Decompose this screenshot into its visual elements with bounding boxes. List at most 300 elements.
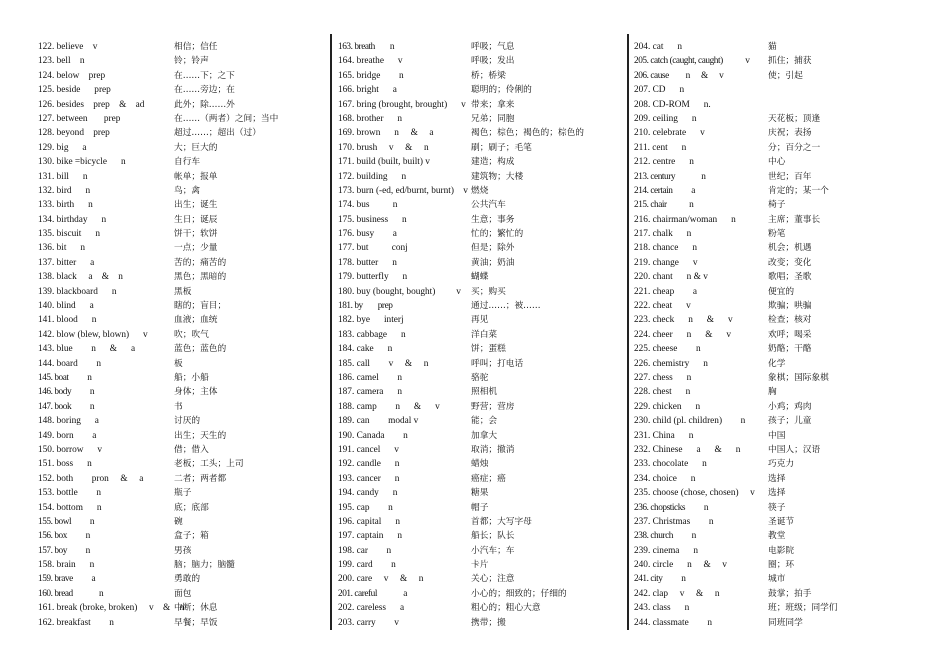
english-term: 192. candle n xyxy=(338,459,400,470)
vocab-entry xyxy=(338,587,624,601)
vocab-entry xyxy=(38,141,326,155)
vocab-entry xyxy=(38,155,326,169)
vocab-entry xyxy=(338,155,624,169)
chinese-meaning: 胸 xyxy=(768,387,777,398)
english-term: 222. cheat v xyxy=(634,301,691,312)
vocab-entry xyxy=(338,270,624,284)
chinese-meaning: 相信；信任 xyxy=(174,42,218,52)
vocab-entry xyxy=(338,112,624,126)
chinese-meaning: 早餐；早饭 xyxy=(174,617,218,628)
chinese-meaning: 出生；诞生 xyxy=(174,200,218,211)
chinese-meaning: 同班同学 xyxy=(768,617,803,628)
vocab-entry xyxy=(634,529,934,543)
vocab-entry xyxy=(38,328,326,342)
chinese-meaning: 天花板；顶逢 xyxy=(768,113,821,124)
vocab-entry xyxy=(634,601,934,615)
chinese-meaning: 底；底部 xyxy=(174,502,209,513)
english-term: 186. camel n xyxy=(338,372,403,383)
vocab-entry xyxy=(338,572,624,586)
chinese-meaning: 苦的；痛苦的 xyxy=(174,257,227,268)
chinese-meaning: 首都；大写字母 xyxy=(471,516,532,527)
english-term: 128. beyond prep xyxy=(38,128,110,139)
vocab-entry xyxy=(38,285,326,299)
vocab-entry xyxy=(634,443,934,457)
vocab-entry xyxy=(38,357,326,371)
chinese-meaning: 癌症；癌 xyxy=(471,473,506,484)
vocab-entry xyxy=(634,112,934,126)
english-term: 200. care v & n xyxy=(338,574,424,585)
vocab-entry xyxy=(338,126,624,140)
chinese-meaning: 褐色；棕色；褐色的；棕色的 xyxy=(471,128,584,139)
vocab-entry xyxy=(634,313,934,327)
chinese-meaning: 在……下；之下 xyxy=(174,70,235,81)
chinese-meaning: 象棋；国际象棋 xyxy=(768,372,829,383)
chinese-meaning: 通过……；被…… xyxy=(471,301,541,312)
vocab-entry xyxy=(38,501,326,515)
english-term: 124. below prep xyxy=(38,70,106,81)
chinese-meaning: 主席；董事长 xyxy=(768,214,821,225)
english-term: 233. chocolate n xyxy=(634,459,707,470)
english-term: 158. brain n xyxy=(38,560,95,571)
chinese-meaning: 脑；脑力；脑髓 xyxy=(174,560,235,571)
english-term: 234. choice n xyxy=(634,473,696,484)
chinese-meaning: 圣诞节 xyxy=(768,516,795,527)
english-term: 123. bell n xyxy=(38,56,85,67)
vocab-entry xyxy=(38,601,326,615)
english-term: 176. busy a xyxy=(338,229,397,240)
chinese-meaning: 建筑物；大楼 xyxy=(471,171,524,182)
vocab-entry xyxy=(38,241,326,255)
chinese-meaning: 聪明的；伶俐的 xyxy=(471,85,532,96)
english-term: 184. cake n xyxy=(338,344,393,355)
english-term: 126. besides prep & ad xyxy=(38,99,145,110)
chinese-meaning: 能；会 xyxy=(471,416,498,427)
vocab-entry xyxy=(338,213,624,227)
english-term: 130. bike =bicycle n xyxy=(38,157,126,168)
chinese-meaning: 抓住；捕获 xyxy=(768,56,812,67)
english-term: 150. borrow v xyxy=(38,444,103,455)
english-term: 211. cent n xyxy=(634,142,687,153)
chinese-meaning: 血液；血统 xyxy=(174,315,218,326)
vocab-entry xyxy=(338,616,624,630)
vocab-entry xyxy=(634,126,934,140)
vocab-entry xyxy=(634,299,934,313)
vocab-entry xyxy=(634,170,934,184)
chinese-meaning: 生日；诞辰 xyxy=(174,214,218,225)
chinese-meaning: 粗心的；粗心大意 xyxy=(471,603,541,614)
english-term: 208. CD-ROM n. xyxy=(634,99,711,110)
vocab-entry xyxy=(38,256,326,270)
english-term: 132. bird n xyxy=(38,185,91,196)
vocab-entry xyxy=(634,40,934,54)
vocab-entry xyxy=(38,54,326,68)
chinese-meaning: 蜡烛 xyxy=(471,459,489,470)
chinese-meaning: 瓶子 xyxy=(174,488,192,499)
vocab-entry xyxy=(338,141,624,155)
english-term: 187. camera n xyxy=(338,387,403,398)
vocab-entry xyxy=(634,342,934,356)
english-term: 212. centre n xyxy=(634,157,694,168)
english-term: 188. camp n & v xyxy=(338,401,440,412)
chinese-meaning: 桥；桥梁 xyxy=(471,70,506,81)
english-term: 207. CD n xyxy=(634,85,685,96)
chinese-meaning: 洋白菜 xyxy=(471,329,498,340)
vocab-entry xyxy=(634,472,934,486)
vocab-entry xyxy=(338,83,624,97)
english-term: 162. breakfast n xyxy=(38,617,114,628)
vocab-entry xyxy=(38,587,326,601)
chinese-meaning: 生意；事务 xyxy=(471,214,515,225)
chinese-meaning: 鸟；禽 xyxy=(174,185,201,196)
english-term: 154. bottom n xyxy=(38,502,102,513)
chinese-meaning: 欢呼；喝采 xyxy=(768,329,812,340)
chinese-meaning: 携带；搬 xyxy=(471,617,506,628)
chinese-meaning: 老板；工头；上司 xyxy=(174,459,244,470)
english-term: 175. business n xyxy=(338,214,407,225)
vocab-entry xyxy=(338,544,624,558)
english-term: 127. between prep xyxy=(38,113,121,124)
english-term: 173. burn (-ed, ed/burnt, burnt) v xyxy=(338,185,468,196)
english-term: 165. bridge n xyxy=(338,70,404,81)
english-term: 217. chalk n xyxy=(634,229,692,240)
chinese-meaning: 买；购买 xyxy=(471,286,506,297)
english-term: 151. boss n xyxy=(38,459,92,470)
chinese-meaning: 书 xyxy=(174,401,183,412)
english-term: 204. cat n xyxy=(634,42,683,52)
vocab-entry xyxy=(634,400,934,414)
chinese-meaning: 选择 xyxy=(768,473,786,484)
chinese-meaning: 班；班级；同学们 xyxy=(768,603,838,614)
english-term: 145. boat n xyxy=(38,372,92,383)
vocab-entry xyxy=(634,184,934,198)
vocab-entry xyxy=(634,141,934,155)
chinese-meaning: 电影院 xyxy=(768,545,795,556)
english-term: 177. but conj xyxy=(338,243,408,254)
chinese-meaning: 船；小船 xyxy=(174,372,209,383)
vocab-entry xyxy=(338,501,624,515)
english-term: 147. book n xyxy=(38,401,95,412)
vocab-entry xyxy=(38,198,326,212)
chinese-meaning: 出生；天生的 xyxy=(174,430,227,441)
chinese-meaning: 帽子 xyxy=(471,502,489,513)
vocab-entry xyxy=(634,357,934,371)
chinese-meaning: 机会；机遇 xyxy=(768,243,812,254)
english-term: 231. China n xyxy=(634,430,694,441)
english-term: 146. body n xyxy=(38,387,95,398)
vocab-entry xyxy=(38,126,326,140)
vocab-entry xyxy=(338,400,624,414)
english-term: 180. buy (bought, bought) v xyxy=(338,286,461,297)
vocab-entry xyxy=(634,515,934,529)
chinese-meaning: 城市 xyxy=(768,574,786,585)
vocab-entry xyxy=(338,170,624,184)
chinese-meaning: 在……旁边；在 xyxy=(174,85,235,96)
chinese-meaning: 刷；刷子；毛笔 xyxy=(471,142,532,153)
vocab-entry xyxy=(338,515,624,529)
chinese-meaning: 小鸡；鸡肉 xyxy=(768,401,812,412)
english-term: 168. brother n xyxy=(338,113,403,124)
chinese-meaning: 黄油；奶油 xyxy=(471,257,515,268)
vocab-entry xyxy=(634,98,934,112)
vocab-entry xyxy=(338,227,624,241)
vocab-entry xyxy=(338,54,624,68)
vocab-entry xyxy=(38,40,326,54)
chinese-meaning: 公共汽车 xyxy=(471,200,506,211)
english-term: 148. boring a xyxy=(38,416,99,427)
english-term: 243. class n xyxy=(634,603,690,614)
chinese-meaning: 黑色；黑暗的 xyxy=(174,272,227,283)
chinese-meaning: 歌唱；圣歌 xyxy=(768,272,812,283)
chinese-meaning: 兄弟；同胞 xyxy=(471,113,515,124)
english-term: 182. bye interj xyxy=(338,315,404,326)
vocabulary-column-3 xyxy=(634,40,934,632)
vocabulary-column-2 xyxy=(338,40,624,632)
english-term: 155. bowl n xyxy=(38,516,95,527)
chinese-meaning: 中断；休息 xyxy=(174,603,218,614)
chinese-meaning: 板 xyxy=(174,358,183,369)
vocab-entry xyxy=(38,400,326,414)
vocab-entry xyxy=(38,98,326,112)
vocab-entry xyxy=(338,385,624,399)
vocab-entry xyxy=(338,371,624,385)
chinese-meaning: 巧克力 xyxy=(768,459,795,470)
chinese-meaning: 筷子 xyxy=(768,502,786,513)
vocab-entry xyxy=(338,486,624,500)
vocab-entry xyxy=(634,587,934,601)
vocab-entry xyxy=(38,616,326,630)
english-term: 185. call v & n xyxy=(338,358,429,369)
chinese-meaning: 鼓掌；拍手 xyxy=(768,588,812,599)
english-term: 125. beside prep xyxy=(38,85,111,96)
vocab-entry xyxy=(338,558,624,572)
vocab-entry xyxy=(634,572,934,586)
chinese-meaning: 超过……；超出（过） xyxy=(174,128,261,139)
vocab-entry xyxy=(634,69,934,83)
english-term: 225. cheese n xyxy=(634,344,701,355)
english-term: 242. clap v & n xyxy=(634,588,720,599)
chinese-meaning: 选择 xyxy=(768,488,786,499)
english-term: 183. cabbage n xyxy=(338,329,406,340)
vocab-entry xyxy=(338,313,624,327)
chinese-meaning: 关心；注意 xyxy=(471,574,515,585)
chinese-meaning: 饼；蛋糕 xyxy=(471,344,506,355)
chinese-meaning: 取消；撤消 xyxy=(471,444,515,455)
vocab-entry xyxy=(338,198,624,212)
vocab-entry xyxy=(38,112,326,126)
english-term: 170. brush v & n xyxy=(338,142,429,153)
english-term: 220. chant n & v xyxy=(634,272,708,283)
vocab-entry xyxy=(38,443,326,457)
english-term: 135. biscuit n xyxy=(38,229,100,240)
chinese-meaning: 椅子 xyxy=(768,200,786,211)
vocab-entry xyxy=(634,198,934,212)
vocab-entry xyxy=(634,616,934,630)
english-term: 244. classmate n xyxy=(634,617,712,628)
chinese-meaning: 勇敢的 xyxy=(174,574,201,585)
english-term: 167. bring (brought, brought) v xyxy=(338,99,466,110)
chinese-meaning: 使；引起 xyxy=(768,70,803,81)
chinese-meaning: 忙的；繁忙的 xyxy=(471,229,524,240)
chinese-meaning: 化学 xyxy=(768,358,786,369)
english-term: 174. bus n xyxy=(338,200,398,211)
english-term: 229. chicken n xyxy=(634,401,701,412)
vocab-entry xyxy=(38,170,326,184)
english-term: 161. break (broke, broken) v & n xyxy=(38,603,185,614)
vocab-entry xyxy=(38,342,326,356)
english-term: 221. cheap a xyxy=(634,286,697,297)
chinese-meaning: 中国 xyxy=(768,430,786,441)
vocab-entry xyxy=(38,213,326,227)
english-term: 197. captain n xyxy=(338,531,403,542)
english-term: 142. blow (blew, blown) v xyxy=(38,329,148,340)
chinese-meaning: 身体；主体 xyxy=(174,387,218,398)
english-term: 240. circle n & v xyxy=(634,560,727,571)
vocab-entry xyxy=(38,227,326,241)
english-term: 202. careless a xyxy=(338,603,405,614)
english-term: 236. chopsticks n xyxy=(634,502,709,513)
english-term: 215. chair n xyxy=(634,200,694,211)
chinese-meaning: 铃；铃声 xyxy=(174,56,209,67)
vocab-entry xyxy=(338,241,624,255)
column-divider xyxy=(330,34,332,630)
vocab-entry xyxy=(38,558,326,572)
english-term: 139. blackboard n xyxy=(38,286,117,297)
english-term: 141. blood n xyxy=(38,315,97,326)
vocab-entry xyxy=(338,429,624,443)
english-term: 226. chemistry n xyxy=(634,358,708,369)
english-term: 230. child (pl. children) n xyxy=(634,416,746,427)
english-term: 144. board n xyxy=(38,358,102,369)
vocab-entry xyxy=(338,69,624,83)
chinese-meaning: 肯定的；某一个 xyxy=(768,185,829,196)
english-term: 152. both pron & a xyxy=(38,473,144,484)
english-term: 143. blue n & a xyxy=(38,344,136,355)
chinese-meaning: 带来；拿来 xyxy=(471,99,515,110)
english-term: 237. Christmas n xyxy=(634,516,714,527)
vocab-entry xyxy=(38,572,326,586)
chinese-meaning: 庆祝；表扬 xyxy=(768,128,812,139)
english-term: 137. bitter a xyxy=(38,257,95,268)
vocab-entry xyxy=(634,429,934,443)
chinese-meaning: 吹；吹气 xyxy=(174,329,209,340)
english-term: 138. black a & n xyxy=(38,272,123,283)
chinese-meaning: 船长；队长 xyxy=(471,531,515,542)
english-term: 232. Chinese a & n xyxy=(634,444,741,455)
english-term: 156. box n xyxy=(38,531,90,542)
vocab-entry xyxy=(338,285,624,299)
english-term: 216. chairman/woman n xyxy=(634,214,736,225)
vocab-entry xyxy=(634,414,934,428)
vocab-entry xyxy=(634,241,934,255)
chinese-meaning: 讨厌的 xyxy=(174,416,201,427)
vocab-entry xyxy=(38,299,326,313)
chinese-meaning: 野营；营房 xyxy=(471,401,515,412)
english-term: 133. birth n xyxy=(38,200,93,211)
vocab-entry xyxy=(634,457,934,471)
english-term: 209. ceiling n xyxy=(634,113,697,124)
chinese-meaning: 盒子；箱 xyxy=(174,531,209,542)
vocab-entry xyxy=(634,328,934,342)
vocab-entry xyxy=(634,155,934,169)
vocab-entry xyxy=(338,299,624,313)
chinese-meaning: 改变；变化 xyxy=(768,257,812,268)
vocab-entry xyxy=(38,414,326,428)
chinese-meaning: 世纪；百年 xyxy=(768,171,812,182)
vocab-entry xyxy=(634,270,934,284)
english-term: 149. born a xyxy=(38,430,97,441)
chinese-meaning: 但是；除外 xyxy=(471,243,515,254)
english-term: 203. carry v xyxy=(338,617,399,628)
vocab-entry xyxy=(634,227,934,241)
vocab-entry xyxy=(38,472,326,486)
chinese-meaning: 小汽车；车 xyxy=(471,545,515,556)
english-term: 159. brave a xyxy=(38,574,96,585)
english-term: 223. check n & v xyxy=(634,315,733,326)
chinese-meaning: 饼干；软饼 xyxy=(174,229,218,240)
chinese-meaning: 孩子；儿童 xyxy=(768,416,812,427)
chinese-meaning: 小心的；细致的；仔细的 xyxy=(471,588,567,599)
english-term: 193. cancer n xyxy=(338,473,400,484)
chinese-meaning: 帐单；报单 xyxy=(174,171,218,182)
english-term: 191. cancel v xyxy=(338,444,399,455)
english-term: 238. church n xyxy=(634,531,696,542)
vocab-entry xyxy=(634,501,934,515)
english-term: 189. can modal v xyxy=(338,416,419,427)
chinese-meaning: 再见 xyxy=(471,315,489,326)
vocab-entry xyxy=(634,558,934,572)
vocab-entry xyxy=(338,443,624,457)
english-term: 214. certain a xyxy=(634,185,695,196)
chinese-meaning: 大；巨大的 xyxy=(174,142,218,153)
chinese-meaning: 蓝色；蓝色的 xyxy=(174,344,227,355)
english-term: 163. breath n xyxy=(338,42,395,52)
vocab-entry xyxy=(38,429,326,443)
chinese-meaning: 中心 xyxy=(768,157,786,168)
english-term: 213. century n xyxy=(634,171,706,182)
chinese-meaning: 在……（两者）之间；当中 xyxy=(174,113,279,124)
column-divider xyxy=(627,34,629,630)
english-term: 224. cheer n & v xyxy=(634,329,732,340)
chinese-meaning: 骆驼 xyxy=(471,372,489,383)
english-term: 239. cinema n xyxy=(634,545,699,556)
chinese-meaning: 检查；核对 xyxy=(768,315,812,326)
vocab-entry xyxy=(338,98,624,112)
english-term: 129. big a xyxy=(38,142,87,153)
english-term: 219. change v xyxy=(634,257,698,268)
chinese-meaning: 呼吸；发出 xyxy=(471,56,515,67)
english-term: 166. bright a xyxy=(338,85,397,96)
chinese-meaning: 瞎的；盲目； xyxy=(174,301,227,312)
chinese-meaning: 自行车 xyxy=(174,157,201,168)
vocab-entry xyxy=(38,313,326,327)
vocab-entry xyxy=(338,40,624,54)
vocab-entry xyxy=(634,385,934,399)
english-term: 160. bread n xyxy=(38,588,104,599)
chinese-meaning: 卡片 xyxy=(471,560,489,571)
english-term: 122. believe v xyxy=(38,42,98,52)
chinese-meaning: 二者；两者都 xyxy=(174,473,227,484)
english-term: 218. chance n xyxy=(634,243,697,254)
vocab-entry xyxy=(338,457,624,471)
english-term: 134. birthday n xyxy=(38,214,107,225)
english-term: 153. bottle n xyxy=(38,488,102,499)
vocab-entry xyxy=(38,486,326,500)
vocab-entry xyxy=(38,385,326,399)
chinese-meaning: 面包 xyxy=(174,588,192,599)
chinese-meaning: 教堂 xyxy=(768,531,786,542)
vocab-entry xyxy=(338,342,624,356)
vocab-entry xyxy=(38,515,326,529)
